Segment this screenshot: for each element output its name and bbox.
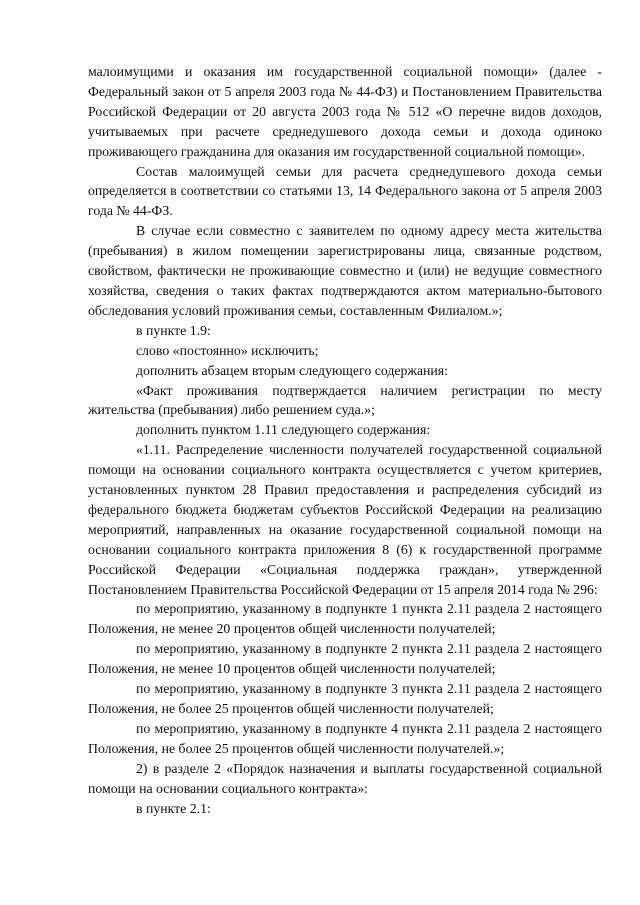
paragraph-item-2-1: в пункте 2.1:: [136, 800, 211, 816]
paragraph-family-composition: Состав малоимущей семьи для расчета среднедушевого дохода семьи определяется в соответствии со статьями 13, 14 Федерального закона от 5 апреля 2003 года № 44-ФЗ.: [88, 163, 602, 219]
paragraph-add-item-1-11: дополнить пунктом 1.11 следующего содержания:: [136, 422, 431, 438]
paragraph-measure-2: по мероприятию, указанному в подпункте 2 пункта 2.11 раздела 2 настоящего Положения, не менее 10 процентов общей численности получателей;: [88, 641, 602, 677]
paragraph-section-2: 2) в разделе 2 «Порядок назначения и выплаты государственной социальной помощи на основании социального контракта»:: [88, 760, 602, 796]
paragraph-measure-1: по мероприятию, указанному в подпункте 1 пункта 2.11 раздела 2 настоящего Положения, не менее 20 процентов общей численности получателей;: [88, 601, 602, 637]
paragraph-item-1-11-text: «1.11. Распределение численности получателей государственной социальной помощи на основании социального контракта осуществляется с учетом критериев, установленных пунктом 28 Правил предоставления и распределения субсидий из федерального бюджета бюджетам субъектов Российской Федерации на реализацию мероприятий, направленных на оказание государственной социальной помощи на основании социального контракта приложения 8 (6) к государственной программе Российской Федерации «Социальная поддержка граждан», утвержденной Постановлением Правительства Российской Федерации от 15 апреля 2014 года № 296:: [88, 442, 602, 597]
paragraph-add-second-paragraph: дополнить абзацем вторым следующего содержания:: [136, 362, 448, 378]
paragraph-law-reference: малоимущими и оказания им государственной социальной помощи» (далее - Федеральный закон от 5 апреля 2003 года № 44-ФЗ) и Постановлением Правительства Российской Федерации от 20 августа 2003 года № 512 «О перечне видов доходов, учитываемых при расчете среднедушевого дохода семьи и дохода одиноко проживающего гражданина для оказания им государственной социальной помощи».: [88, 64, 602, 159]
document-page: [88, 62, 602, 818]
paragraph-residence-fact: «Факт проживания подтверждается наличием регистрации по месту жительства (пребывания) либо решением суда.»;: [88, 382, 602, 418]
paragraph-item-1-9: в пункте 1.9:: [136, 322, 211, 338]
paragraph-measure-4: по мероприятию, указанному в подпункте 4 пункта 2.11 раздела 2 настоящего Положения, не более 25 процентов общей численности получателей.»;: [88, 720, 602, 756]
paragraph-measure-3: по мероприятию, указанному в подпункте 3 пункта 2.11 раздела 2 настоящего Положения, не более 25 процентов общей численности получателей;: [88, 681, 602, 716]
paragraph-registered-persons: В случае если совместно с заявителем по одному адресу места жительства (пребывания) в жилом помещении зарегистрированы лица, связанные родством, свойством, фактически не проживающие совместно и (или) не ведущие совместного хозяйства, сведения о таких фактах подтверждаются актом материально-бытового обследования условий проживания семьи, составленным Филиалом.»;: [88, 223, 602, 318]
paragraph-remove-word: слово «постоянно» исключить;: [136, 342, 319, 358]
